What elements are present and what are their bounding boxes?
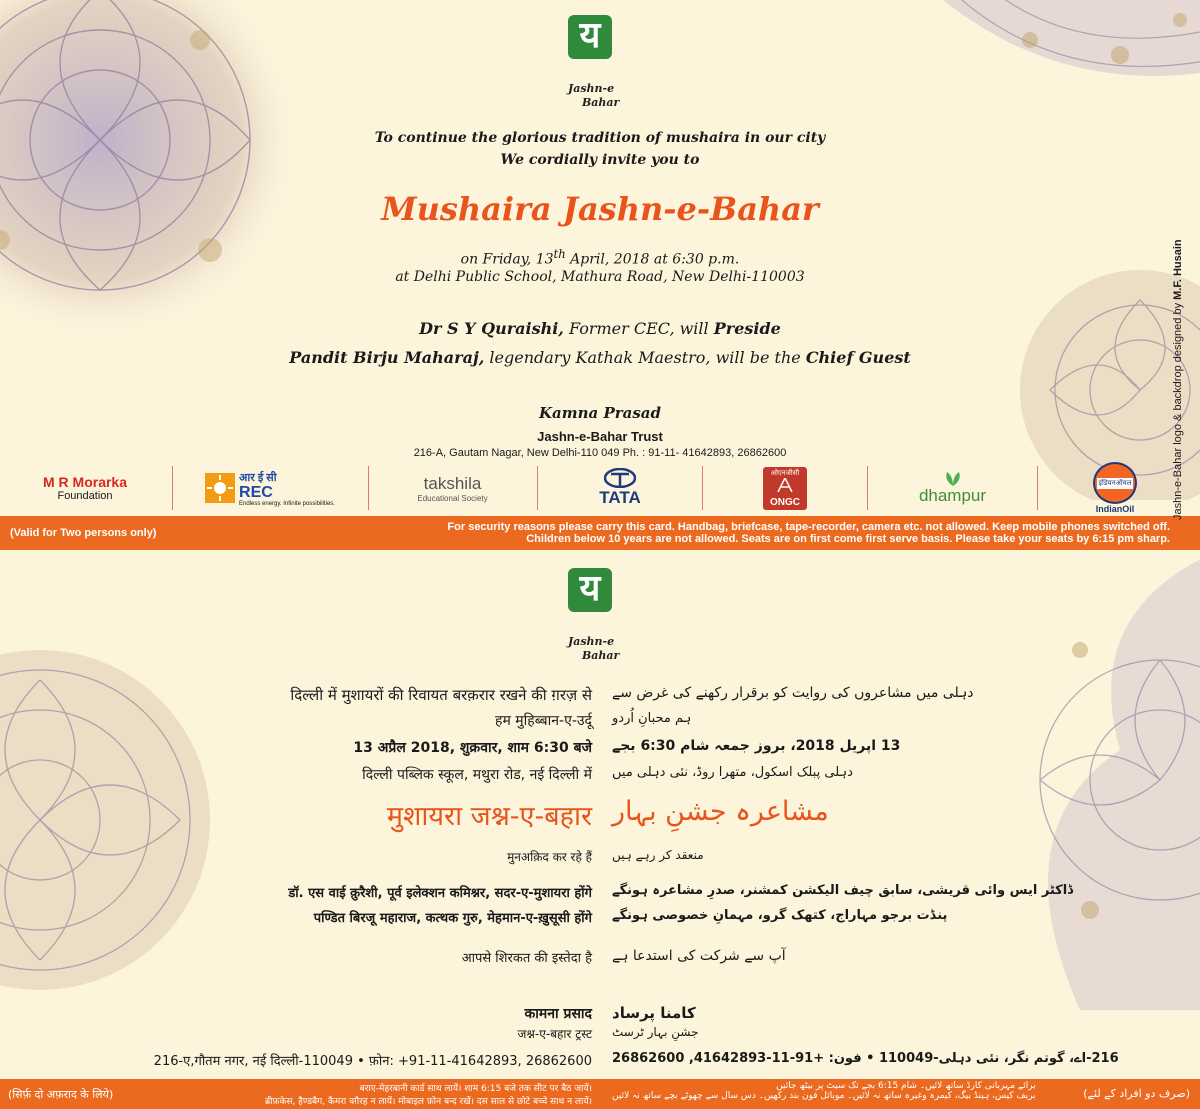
sponsor-ongc [705, 462, 865, 514]
hindi-line5: मुनअक़िद कर रहे हैं [507, 850, 592, 864]
urdu-line3: 13 اپریل 2018، بروز جمعہ شام 6:30 بجے [612, 738, 901, 754]
morarka-name: M R Morarka [42, 474, 128, 490]
hindi-address: 216-ए,गौतम नगर, नई दिल्ली-110049 • फ़ोन: +91-11-41642893, 26862600 [153, 1054, 592, 1069]
logo-green-tile [568, 15, 612, 59]
urdu-line2: ہم محبانِ اُردو [612, 711, 692, 726]
hindi-line3: 13 अप्रैल 2018, शुक्रवार, शाम 6:30 बजे [353, 740, 592, 756]
hindi-preside: डॉ. एस वाई क़ुरैशी, पूर्व इलेक्शन कमिश्नर, सदर-ए-मुशायरा होंगे [288, 886, 592, 901]
ongc-hindi: ओएनजीसी [770, 469, 800, 477]
guest-word: Chief Guest [805, 348, 911, 367]
top-notice-line2: Children below 10 years are not allowed. Seats are on first come first serve basis. Please take your seats by 6:15 pm sharp. [526, 533, 1170, 545]
date-prefix: on Friday, 13 [460, 251, 554, 268]
indianoil-name: IndianOil [1095, 504, 1135, 514]
intro-line2: We cordially invite you to [500, 152, 700, 168]
sponsor-tata [540, 462, 700, 514]
preside-line [250, 319, 950, 338]
urdu-line5: منعقد کر رہے ہیں [612, 848, 704, 862]
design-credit-vertical [1172, 20, 1190, 520]
hindi-host-org: जश्न-ए-बहार ट्रस्ट [517, 1027, 592, 1041]
ongc-name: ONGC [770, 496, 800, 508]
intro-line1: To continue the glorious tradition of mushaira in our city [374, 130, 826, 146]
event-title: Mushaira Jashn-e-Bahar [381, 190, 819, 228]
hindi-host-name: कामना प्रसाद [524, 1006, 592, 1022]
preside-word: Preside [713, 319, 781, 338]
urdu-event-title: مشاعرہ جشنِ بہار [612, 796, 829, 827]
jashn-e-bahar-logo [568, 15, 638, 115]
hindi-urdu-invitation-card [0, 550, 1200, 1079]
hindi-notice [265, 1081, 592, 1107]
urdu-line4: دہلی پبلک اسکول، متھرا روڈ، نئی دہلی میں [612, 765, 853, 780]
hindi-notice-line2: ब्रीफ़केस, हैण्डबैग, कैमरा वग़ैरह न लायें। मोबाइल फ़ोन बन्द रखें। दस साल से छोटे बच्चे साथ न लायें। [265, 1097, 592, 1107]
sponsor-divider [368, 466, 369, 510]
sponsor-dhampur [870, 462, 1035, 514]
arabesque-ornament-bottom-left [0, 630, 240, 1010]
urdu-preside: ڈاکٹر ایس وائی قریشی، سابق چیف الیکشن کمشنر، صدرِ مشاعرہ ہونگے [612, 883, 1074, 898]
sponsor-divider [172, 466, 173, 510]
sponsor-indianoil [1070, 462, 1160, 514]
logo-name-line1: Jashn-e [568, 635, 615, 648]
rec-tagline: Endless energy. Infinite possibilities. [239, 500, 335, 507]
sponsor-divider [537, 466, 538, 510]
sponsor-divider [867, 466, 868, 510]
arabesque-ornament-bottom-right [960, 550, 1200, 1010]
urdu-notice-line1: برائے مہربانی کارڈ ساتھ لائیں۔ شام 6:15 بجے تک سیٹ پر بیٹھ جائیں [776, 1081, 1036, 1091]
host-organisation: Jashn-e-Bahar Trust [537, 429, 663, 444]
urdu-request: آپ سے شرکت کی استدعا ہے [612, 948, 786, 964]
hindi-event-title: मुशायरा जश्न-ए-बहार [386, 801, 592, 832]
logo-name-line1: Jashn-e [568, 82, 615, 95]
urdu-notice-line2: بریف کیس، ہینڈ بیگ، کیمرہ وغیرہ ساتھ نہ لائیں۔ موبائل فون بند رکھیں۔ دس سال سے چھوٹے بچے ساتھ نہ لائیں [612, 1091, 1036, 1101]
sponsor-divider [1037, 466, 1038, 510]
logo-green-tile [568, 568, 612, 612]
jashn-e-bahar-logo-bottom [568, 568, 658, 668]
urdu-address: 216-اے، گوتم نگر، نئی دہلی-110049 • فون: +91-11-41642893, 26862600 [612, 1051, 1119, 1066]
takshila-subtitle: Educational Society [417, 493, 488, 503]
urdu-line1: دہلی میں مشاعروں کی روایت کو برقرار رکھنے کی غرض سے [612, 685, 974, 701]
hindi-line1: दिल्ली में मुशायरों की रिवायत बरक़रार रखने की ग़रज़ से [290, 686, 592, 704]
top-security-notice [447, 521, 1170, 545]
urdu-notice [612, 1081, 1036, 1101]
sponsor-takshila [370, 462, 535, 514]
top-notice-bar [0, 518, 1200, 550]
english-invitation-card [0, 0, 1200, 518]
urdu-valid-note: (صرف دو افراد کے لئے) [1083, 1087, 1190, 1100]
urdu-host-org: جشنِ بہار ٹرسٹ [612, 1025, 699, 1039]
host-address: 216-A, Gautam Nagar, New Delhi-110 049 Ph. : 91-11- 41642893, 26862600 [413, 447, 787, 459]
bottom-notice-bar [0, 1079, 1200, 1109]
date-suffix: April, 2018 at 6:30 p.m. [565, 251, 740, 268]
top-notice-line1: For security reasons please carry this card. Handbag, briefcase, tape-recorder, camera etc. not allowed. Keep mobile phones switched off. [447, 521, 1170, 533]
credit-prefix: Jashn-e-Bahar logo & backdrop designed by [1172, 299, 1184, 520]
hindi-line4: दिल्ली पब्लिक स्कूल, मथुरा रोड, नई दिल्ली में [362, 767, 592, 783]
credit-designer: M.F. Husain [1172, 239, 1184, 300]
event-date [300, 247, 900, 268]
dhampur-leaf-icon [942, 470, 964, 486]
hindi-valid-note: (सिर्फ़ दो अफ़राद के लिये) [8, 1088, 114, 1101]
indianoil-hindi: इंडियनऑयल [1098, 479, 1132, 487]
guest-role: legendary Kathak Maestro, will be the [484, 348, 806, 367]
preside-name: Dr S Y Quraishi, [419, 319, 564, 338]
logo-name-line2: Bahar [582, 649, 620, 662]
takshila-name: takshila [423, 473, 482, 493]
logo-name-line2: Bahar [582, 96, 620, 109]
rec-name: REC [239, 483, 273, 501]
logo-glyph: य [579, 15, 601, 56]
arabesque-ornament-top-right [880, 0, 1200, 240]
ongc-derrick-icon [775, 478, 795, 492]
preside-role: Former CEC, will [563, 319, 714, 338]
sponsor-morarka [0, 462, 170, 514]
tata-name: TATA [599, 488, 641, 507]
top-valid-note: (Valid for Two persons only) [10, 527, 157, 539]
sponsor-rec [175, 462, 365, 514]
host-name: Kamna Prasad [538, 404, 662, 422]
hindi-chief-guest: पण्डित बिरजू महाराज, कत्थक गुरु, मेहमान-ए-ख़ुसूसी होंगे [313, 911, 592, 926]
logo-glyph: य [579, 568, 601, 609]
hindi-notice-line1: बराए-मेहरबानी कार्ड साथ लायें। शाम 6:15 बजे तक सीट पर बैठ जायें। [359, 1084, 592, 1094]
hindi-line2: हम मुहिब्बान-ए-उर्दू [495, 713, 592, 729]
event-venue: at Delhi Public School, Mathura Road, New Delhi-110003 [395, 269, 805, 285]
tata-emblem-icon [604, 468, 636, 488]
rec-sun-icon [205, 473, 235, 503]
chief-guest-line [200, 348, 1000, 367]
urdu-chief-guest: پنڈت برجو مہاراج، کتھک گرو، مہمانِ خصوصی ہونگے [612, 908, 948, 923]
hindi-request: आपसे शिरकत की इस्तेदा है [461, 951, 592, 966]
rec-hindi: आर ई सी [239, 471, 277, 484]
morarka-subtitle: Foundation [57, 490, 113, 502]
dhampur-name: dhampur [918, 486, 987, 505]
date-superscript: th [553, 247, 566, 261]
urdu-host-name: کامنا پرساد [612, 1004, 696, 1022]
guest-name: Pandit Birju Maharaj, [289, 348, 485, 367]
sponsor-divider [702, 466, 703, 510]
